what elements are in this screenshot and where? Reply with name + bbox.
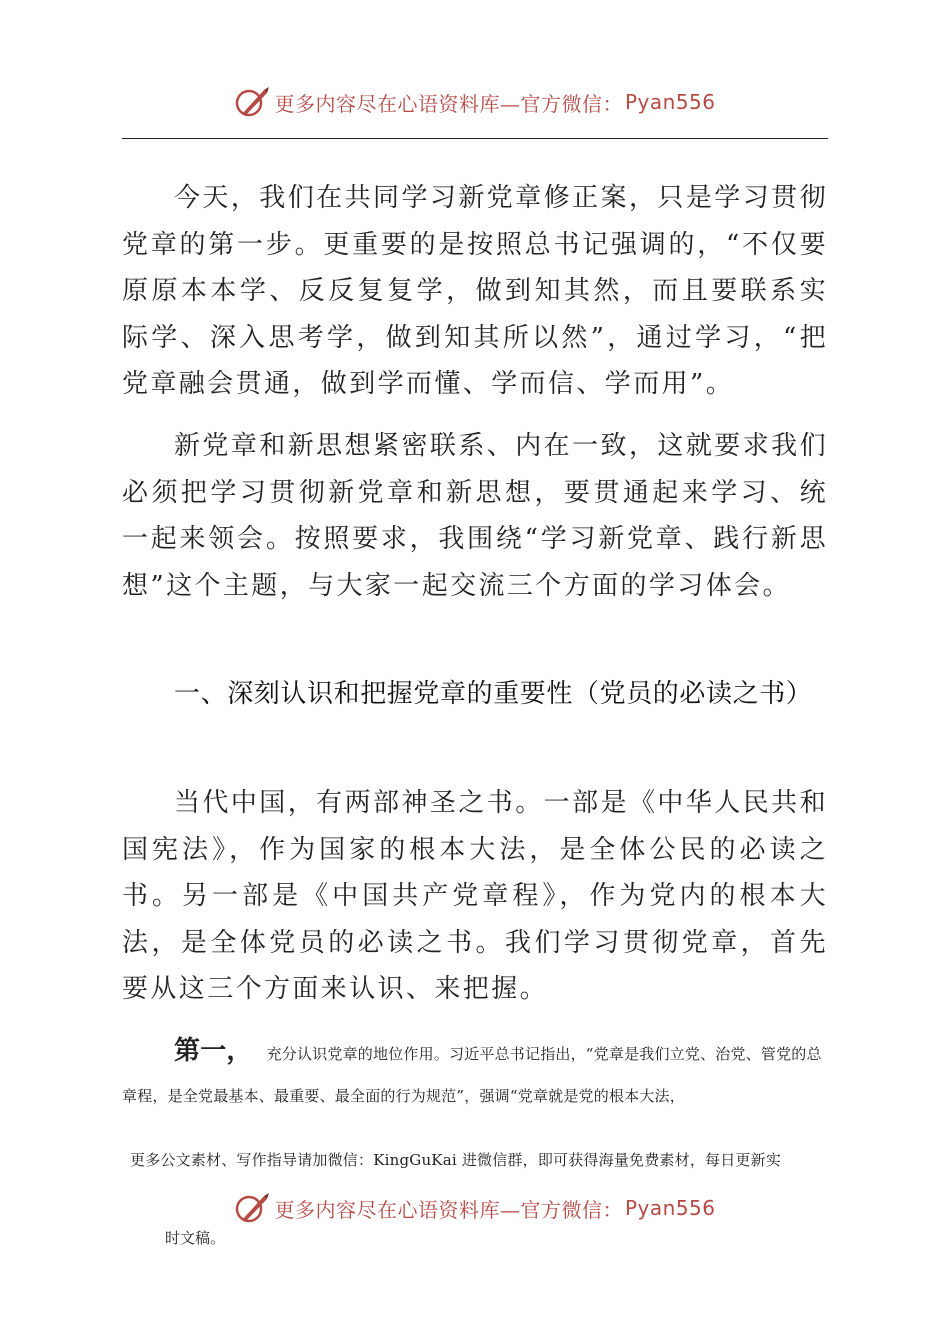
paragraph-two-books: 当代中国，有两部神圣之书。一部是《中华人民共和国宪法》，作为国家的根本大法，是全体公民的必读之书。另一部是《中国共产党章程》，作为党内的根本大法，是全体党员的必读之书。我们学习贯彻党章，首先要从这三个方面来认识、来把握。	[122, 788, 828, 1004]
watermark-wechat-id: Pyan556	[624, 1196, 716, 1220]
section-heading-1: 一、深刻认识和把握党章的重要性（党员的必读之书）	[174, 679, 813, 709]
watermark-wechat-id: Pyan556	[624, 90, 716, 114]
footer-note: 更多公文素材、写作指导请加微信：KingGuKai 进微信群，即可获得海量免费素材，每日更新实	[130, 1151, 782, 1169]
paragraph-theme: 新党章和新思想紧密联系、内在一致，这就要求我们必须把学习贯彻新党章和新思想，要贯通起来学习、统一起来领会。按照要求，我围绕“学习新党章、践行新思想”这个主题，与大家一起交流三个方面的学习体会。	[122, 431, 828, 601]
quill-logo-icon	[234, 1192, 270, 1224]
watermark-text: 更多内容尽在心语资料库—官方微信：	[274, 1197, 623, 1222]
quill-logo-icon	[234, 86, 270, 118]
first-point-lead: 第一，	[174, 1036, 253, 1066]
paragraph-intro: 今天，我们在共同学习新党章修正案，只是学习贯彻党章的第一步。更重要的是按照总书记强调的，“不仅要原原本本学、反反复复学，做到知其然，而且要联系实际学、深入思考学，做到知其所以然”，通过学习，“把党章融会贯通，做到学而懂、学而信、学而用”。	[122, 183, 828, 399]
watermark-footer	[0, 1192, 950, 1224]
first-point-text: 充分认识党章的地位作用。习近平总书记指出，“党章是我们立党、治党、管党的总章程，是全党最基本、最重要、最全面的行为规范”，强调“党章就是党的根本大法，	[122, 1045, 822, 1105]
paragraph-first-point	[122, 1030, 828, 1117]
watermark-header	[0, 86, 950, 118]
watermark-text: 更多内容尽在心语资料库—官方微信：	[274, 91, 623, 116]
footer-note-continued: 时文稿。	[165, 1229, 226, 1247]
header-rule	[122, 138, 828, 139]
